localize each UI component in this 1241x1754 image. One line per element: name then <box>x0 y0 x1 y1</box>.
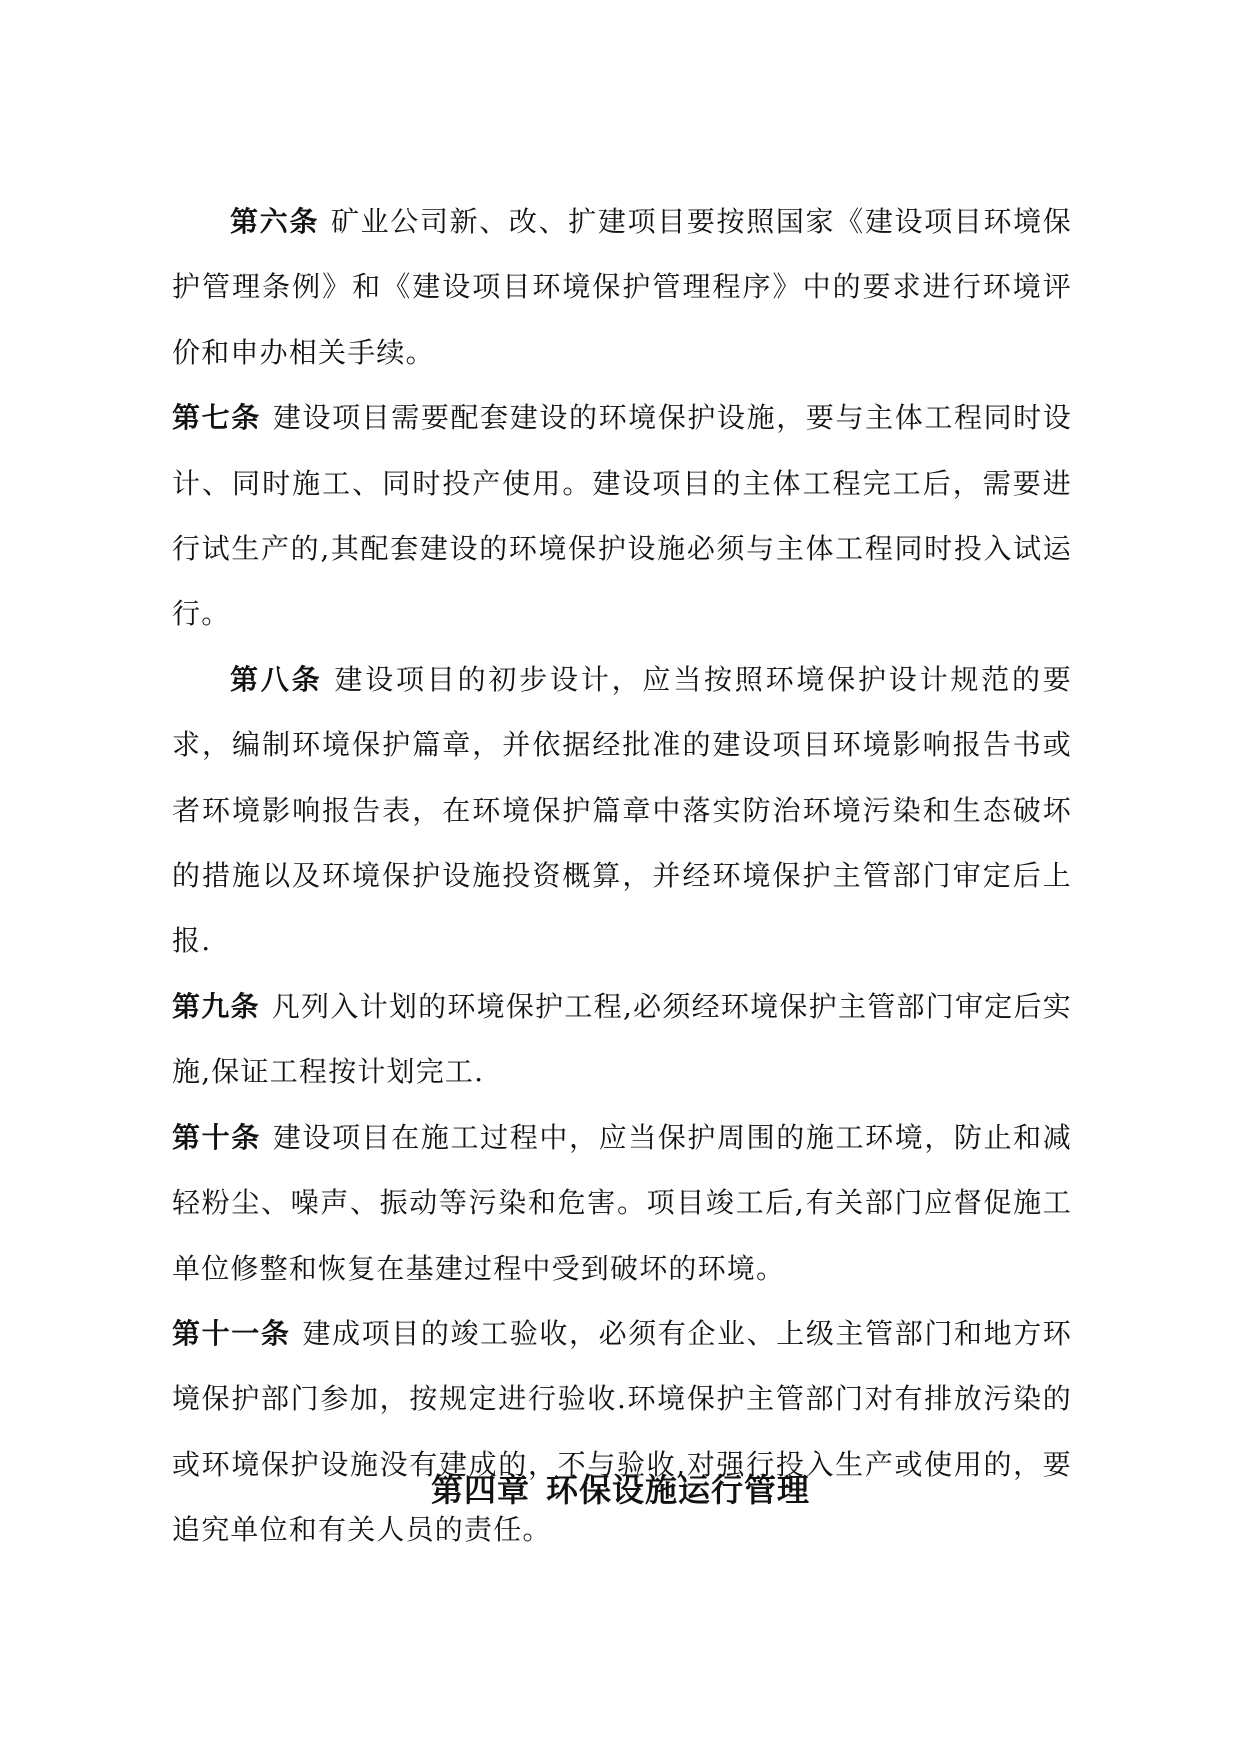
article-text: 矿业公司新、改、扩建项目要按照国家《建设项目环境保护管理条例》和《建设项目环境保护管理程序》中的要求进行环境评价和申办相关手续。 <box>172 205 1072 369</box>
article-text: 建设项目的初步设计，应当按照环境保护设计规范的要求，编制环境保护篇章，并依据经批准的建设项目环境影响报告书或者环境影响报告表，在环境保护篇章中落实防治环境污染和生态破坏的措施以及环境保护设施投资概算，并经环境保护主管部门审定后上报. <box>172 662 1072 958</box>
article-heading: 第六条 <box>230 205 319 238</box>
article-heading: 第七条 <box>172 401 261 435</box>
chapter-number: 第四章 <box>430 1471 530 1509</box>
article-9 <box>172 974 1072 1105</box>
article-7 <box>172 385 1072 647</box>
article-heading: 第十条 <box>172 1120 261 1154</box>
article-6 <box>172 189 1072 385</box>
article-11 <box>172 1301 1072 1563</box>
article-8 <box>172 647 1072 974</box>
document-body <box>172 189 1072 1563</box>
article-heading: 第十一条 <box>172 1316 291 1350</box>
article-text: 建设项目需要配套建设的环境保护设施，要与主体工程同时设计、同时施工、同时投产使用。建设项目的主体工程完工后，需要进行试生产的,其配套建设的环境保护设施必须与主体工程同时投入试运行。 <box>172 401 1072 631</box>
article-heading: 第八条 <box>230 662 323 696</box>
article-text: 建成项目的竣工验收，必须有企业、上级主管部门和地方环境保护部门参加，按规定进行验收.环境保护主管部门对有排放污染的或环境保护设施没有建成的，不与验收,对强行投入生产或使用的，要追究单位和有关人员的责任。 <box>172 1316 1073 1547</box>
article-heading: 第九条 <box>172 989 260 1023</box>
article-text: 凡列入计划的环境保护工程,必须经环境保护主管部门审定后实施,保证工程按计划完工. <box>172 989 1072 1089</box>
chapter-heading <box>0 1460 1241 1520</box>
article-10 <box>172 1105 1072 1301</box>
article-text: 建设项目在施工过程中，应当保护周围的施工环境，防止和减轻粉尘、噪声、振动等污染和危害。项目竣工后,有关部门应督促施工单位修整和恢复在基建过程中受到破坏的环境。 <box>172 1120 1072 1285</box>
chapter-title-text: 环保设施运行管理 <box>546 1471 811 1509</box>
